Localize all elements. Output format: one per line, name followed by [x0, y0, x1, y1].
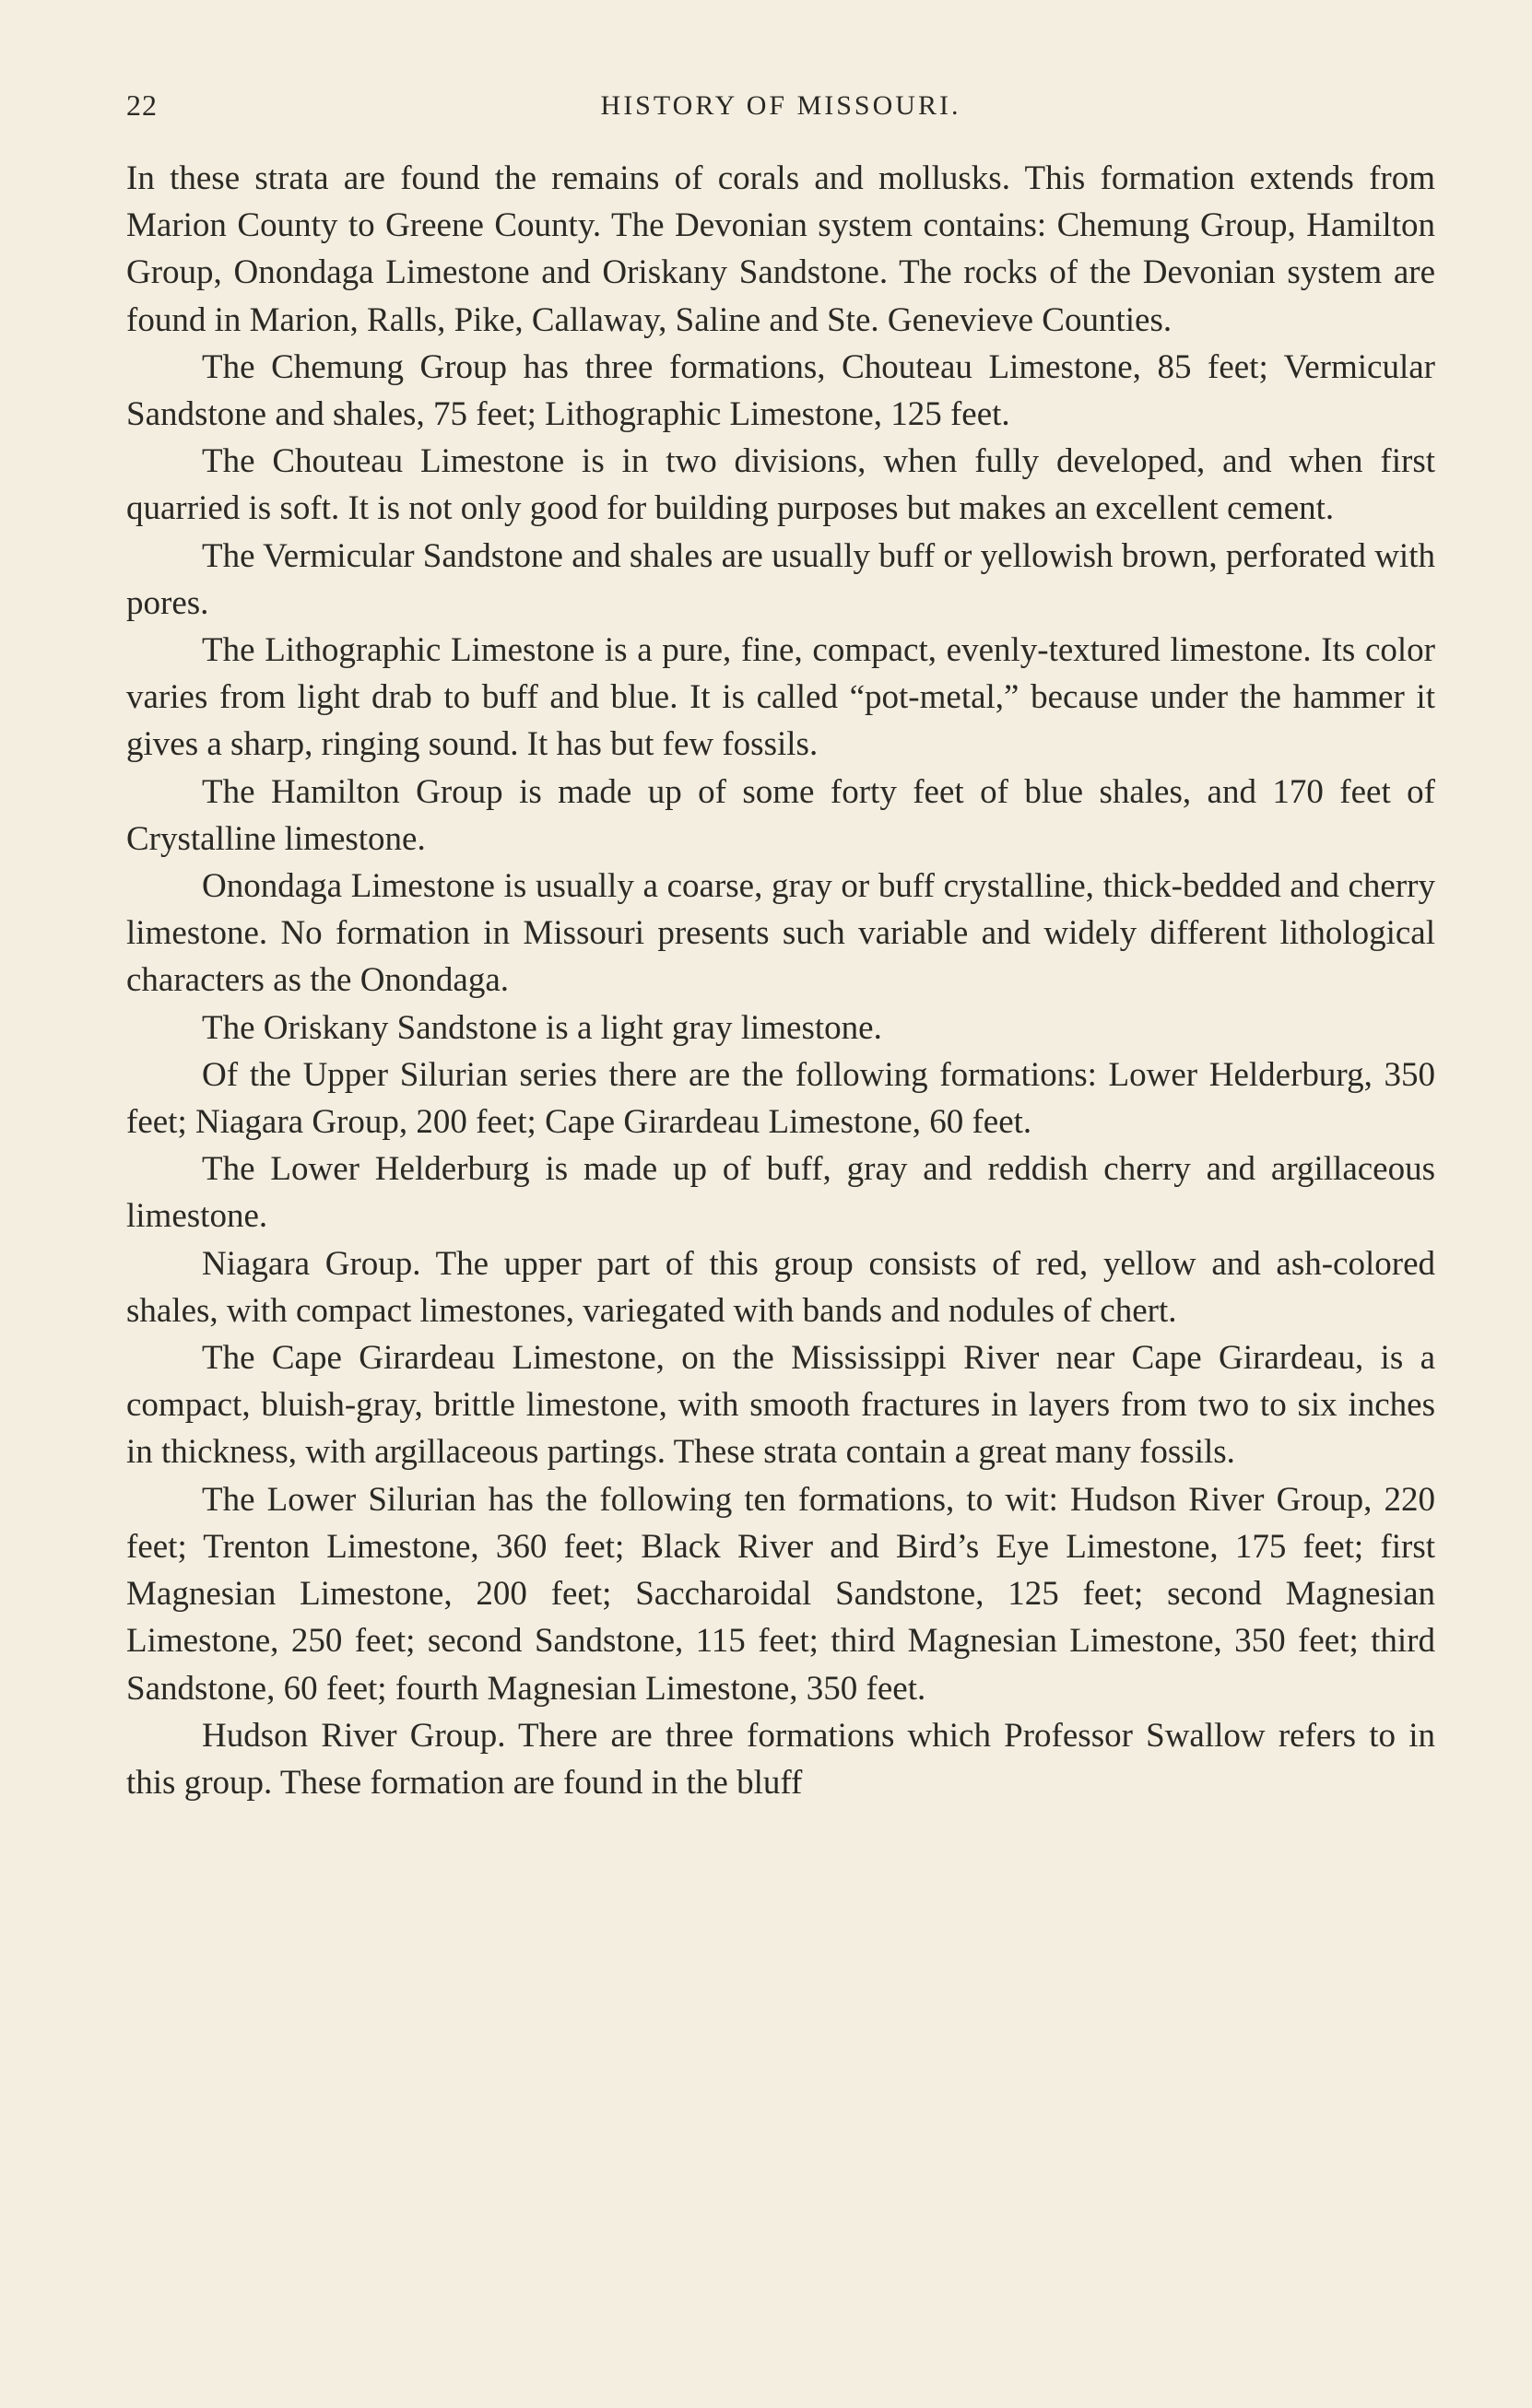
page-header	[126, 88, 1435, 135]
body-text	[126, 155, 1435, 1806]
paragraph: Of the Upper Silurian series there are the following formations: Lower Helderburg, 350 feet; Niagara Group, 200 feet; Cape Girardeau Limestone, 60 feet.	[126, 1055, 1435, 1142]
paragraph: In these strata are found the remains of corals and mollusks. This formation extends from Marion County to Greene County. The Devonian system contains: Chemung Group, Hamilton Group, Onondaga Limestone and Oriskany Sandstone. The rocks of the Devonian system are found in Marion, Ralls, Pike, Callaway, Saline and Ste. Genevieve Counties.	[126, 159, 1435, 339]
paragraph: The Chemung Group has three formations, Chouteau Limestone, 85 feet; Vermicular Sandstone and shales, 75 feet; Lithographic Limestone, 125 feet.	[126, 347, 1435, 434]
paragraph: The Lower Helderburg is made up of buff, gray and reddish cherry and argillaceous limestone.	[126, 1150, 1435, 1236]
running-head: HISTORY OF MISSOURI.	[600, 90, 961, 121]
page-number: 22	[126, 88, 158, 122]
paragraph: The Oriskany Sandstone is a light gray limestone.	[202, 1008, 882, 1047]
paragraph: The Chouteau Limestone is in two divisions, when fully developed, and when first quarried is soft. It is not only good for building purposes but makes an excellent cement.	[126, 442, 1435, 528]
paragraph: The Vermicular Sandstone and shales are usually buff or yellowish brown, perforated with pores.	[126, 536, 1435, 622]
paragraph: The Lower Silurian has the following ten formations, to wit: Hudson River Group, 220 feet; Trenton Limestone, 360 feet; Black River and Bird’s Eye Limestone, 175 feet; first Magnesian Limestone, 200 feet; Saccharoidal Sandstone, 125 feet; second Magnesian Limestone, 250 feet; second Sandstone, 115 feet; third Magnesian Limestone, 350 feet; third Sandstone, 60 feet; fourth Magnesian Limestone, 350 feet.	[126, 1480, 1435, 1708]
paragraph: Onondaga Limestone is usually a coarse, gray or buff crystalline, thick-bedded and cherry limestone. No formation in Missouri presents such variable and widely different lithological characters as the Onondaga.	[126, 867, 1435, 1000]
paragraph: The Hamilton Group is made up of some forty feet of blue shales, and 170 feet of Crystalline limestone.	[126, 772, 1435, 858]
paragraph: Hudson River Group. There are three formations which Professor Swallow refers to in this group. These formation are found in the bluff	[126, 1716, 1435, 1802]
paragraph: Niagara Group. The upper part of this group consists of red, yellow and ash-colored shales, with compact limestones, variegated with bands and nodules of chert.	[126, 1244, 1435, 1330]
paragraph: The Lithographic Limestone is a pure, fine, compact, evenly-textured limestone. Its color varies from light drab to buff and blue. It is called “pot-metal,” because under the hammer it gives a sharp, ringing sound. It has but few fossils.	[126, 631, 1435, 764]
paragraph: The Cape Girardeau Limestone, on the Mississippi River near Cape Girardeau, is a compact, bluish-gray, brittle limestone, with smooth fractures in layers from two to six inches in thickness, with argillaceous partings. These strata contain a great many fossils.	[126, 1339, 1435, 1472]
